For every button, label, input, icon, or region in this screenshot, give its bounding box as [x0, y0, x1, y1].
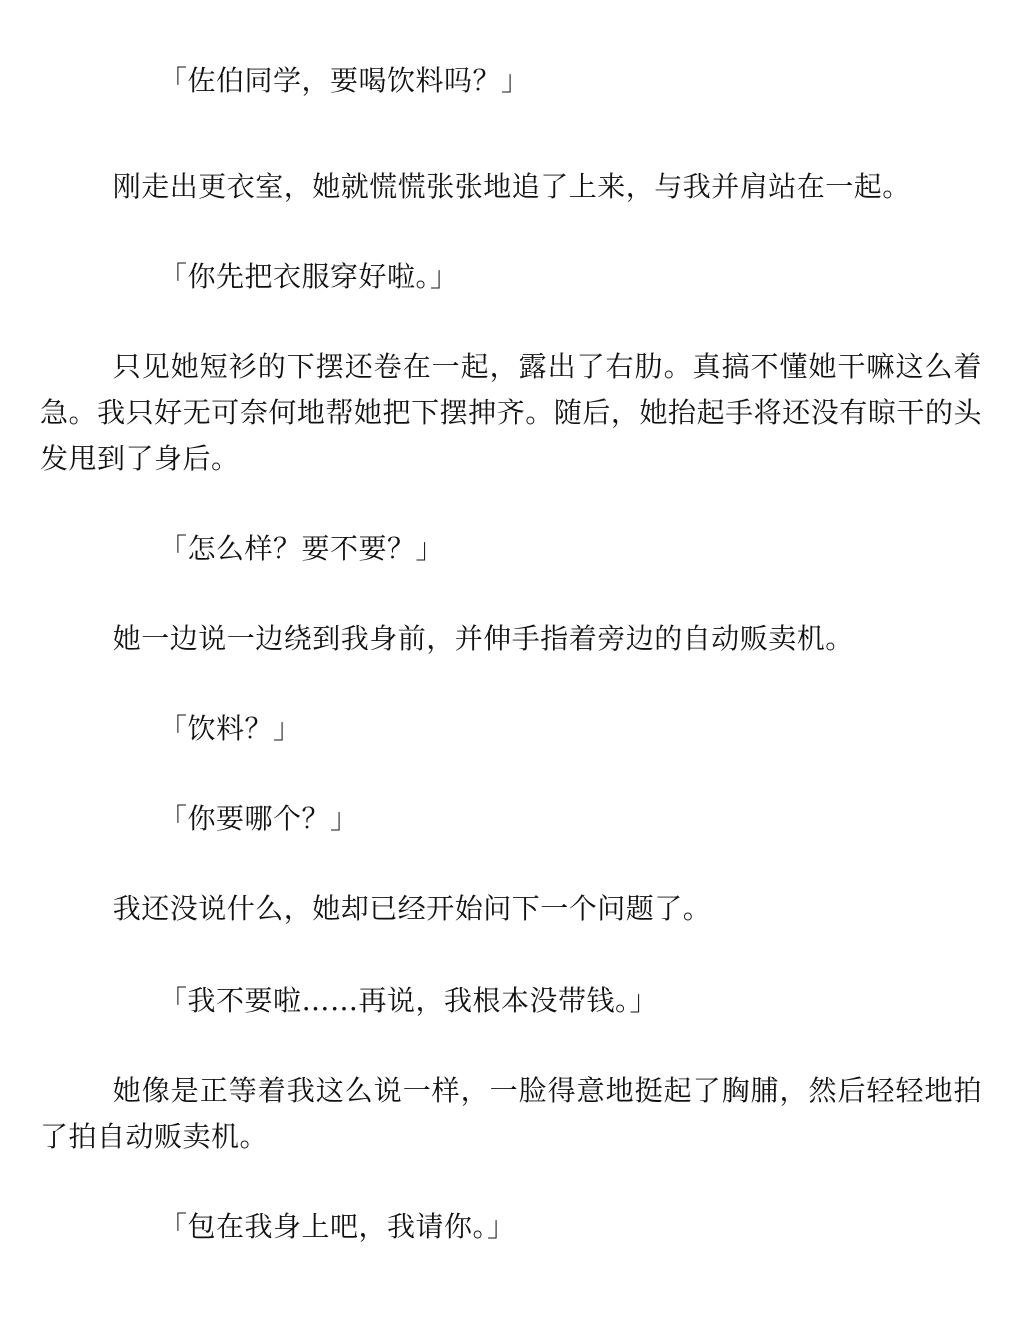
dialogue-line: 「我不要啦……再说，我根本没带钱。」 — [159, 984, 659, 1017]
narration-paragraph: 刚走出更衣室，她就慌慌张张地追了上来，与我并肩站在一起。 — [112, 170, 911, 203]
dialogue-line: 「你要哪个？」 — [159, 802, 359, 835]
narration-paragraph: 我还没说什么，她却已经开始问下一个问题了。 — [112, 892, 712, 925]
dialogue-line: 「佐伯同学，要喝饮料吗？」 — [159, 64, 530, 97]
dialogue-line: 「包在我身上吧，我请你。」 — [159, 1210, 516, 1243]
narration-paragraph: 她一边说一边绕到我身前，并伸手指着旁边的自动贩卖机。 — [112, 622, 854, 655]
dialogue-line: 「饮料？」 — [159, 712, 302, 745]
narration-paragraph: 只见她短衫的下摆还卷在一起，露出了右肋。真搞不懂她干嘛这么着急。我只好无可奈何地帮她把下摆抻齐。随后，她抬起手将还没有晾干的头发甩到了身后。 — [40, 350, 982, 475]
dialogue-line: 「你先把衣服穿好啦。」 — [159, 260, 459, 293]
narration-paragraph: 她像是正等着我这么说一样，一脸得意地挺起了胸脯，然后轻轻地拍了拍自动贩卖机。 — [40, 1074, 982, 1153]
dialogue-line: 「怎么样？要不要？」 — [159, 532, 445, 565]
